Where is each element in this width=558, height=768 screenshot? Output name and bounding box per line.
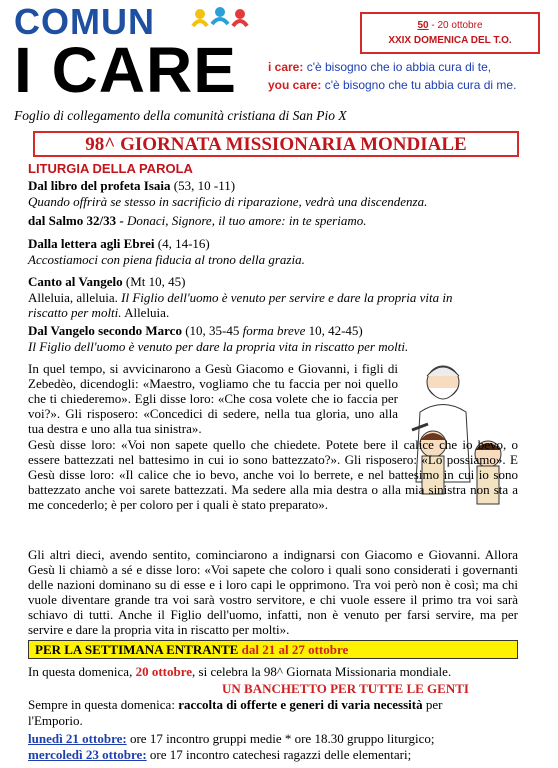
- gospel-ref-form: forma breve: [242, 323, 306, 338]
- notice1-b: , si celebra la 98^ Giornata Missionaria mondiale.: [192, 664, 452, 679]
- notice-line-3: [28, 697, 442, 713]
- monday-line: [28, 731, 434, 747]
- reading1-text: Quando offrirà se stesso in sacrificio di riparazione, vedrà una discendenza.: [28, 194, 428, 209]
- notice3-b: raccolta di offerte e generi di varia necessità: [178, 697, 423, 712]
- sunday-name: XXIX DOMENICA DEL T.O.: [388, 35, 512, 46]
- issue-number: 50: [417, 20, 429, 31]
- canto-line2-a: riscatto per molti.: [28, 305, 122, 320]
- canto-line2: [28, 305, 169, 321]
- tagline-youcare-text: c'è bisogno che tu abbia cura di me.: [321, 78, 517, 92]
- notice3-a: Sempre in questa domenica:: [28, 697, 179, 712]
- canto-ref: (Mt 10, 45): [122, 274, 186, 289]
- week-dates: dal 21 al 27 ottobre: [238, 642, 349, 657]
- psalm-text: Donaci, Signore, il tuo amore: in te speriamo.: [123, 213, 367, 228]
- reading1-title: Dal libro del profeta Isaia: [28, 178, 171, 193]
- gospel-paragraph-2: Gesù disse loro: «Voi non sapete quello che chiedete. Potete bere il calice che io bevo, o essere battezzati nel battesimo in cui io sono battezzato?». Gli risposero: «Lo possiamo». E Gesù disse loro: «Il calice che io bevo, anche voi lo berrete, e nel battesimo in cui io sono battezzato anche voi sarete battezzati. Ma sedere alla mia destra o alla mia sinistra non sta a me concederlo; è per coloro per i quali è stato preparato».: [28, 437, 518, 512]
- wednesday-text: ore 17 incontro catechesi ragazzi delle elementari;: [146, 747, 412, 762]
- notice3-c: per: [422, 697, 443, 712]
- liturgy-heading: LITURGIA DELLA PAROLA: [28, 161, 193, 176]
- canto-line1-a: Alleluia, alleluia.: [28, 290, 122, 305]
- monday-label: lunedì 21 ottobre:: [28, 731, 127, 746]
- gospel-paragraph-1: In quel tempo, si avvicinarono a Gesù Giacomo e Giovanni, i figli di Zebedèo, dicendogli: «Maestro, vogliamo che tu faccia per noi quello che ti chiederemo». Egli disse loro: «Che cosa volete che io faccia per voi?». Gli risposero: «Concedici di sedere, nella tua gloria, uno alla tua destra e uno alla tua sinistra».: [28, 361, 398, 436]
- wednesday-label: mercoledì 23 ottobre:: [28, 747, 147, 762]
- gospel-title-line: [28, 323, 363, 339]
- tagline-icare: [268, 60, 491, 74]
- reading1-title-line: [28, 178, 235, 194]
- psalm-line: [28, 213, 366, 229]
- tagline-icare-text: c'è bisogno che io abbia cura di te,: [303, 60, 492, 74]
- canto-line1: [28, 290, 452, 306]
- notice1-a: In questa domenica,: [28, 664, 136, 679]
- gospel-ref1: (10, 35-45: [181, 323, 243, 338]
- gospel-ref2: 10, 42-45): [305, 323, 363, 338]
- week-banner: [28, 640, 518, 659]
- canto-line2-b: Alleluia.: [121, 305, 170, 320]
- canto-title-line: [28, 274, 185, 290]
- subtitle: Foglio di collegamento della comunità cristiana di San Pio X: [14, 108, 347, 123]
- gospel-subtitle: Il Figlio dell'uomo è venuto per dare la propria vita in riscatto per molti.: [28, 339, 409, 354]
- reading1-ref: (53, 10 -11): [170, 178, 236, 193]
- logo-icare: I CARE: [14, 34, 237, 106]
- reading2-title-line: [28, 236, 210, 252]
- notice-line-4: l'Emporio.: [28, 713, 83, 728]
- reading2-text: Accostiamoci con piena fiducia al trono della grazia.: [28, 252, 305, 267]
- monday-text: ore 17 incontro gruppi medie * ore 18.30 gruppo liturgico;: [126, 731, 435, 746]
- tagline-icare-label: i care:: [268, 60, 304, 74]
- issue-box: [360, 12, 540, 54]
- reading2-title: Dalla lettera agli Ebrei: [28, 236, 155, 251]
- psalm-title: dal Salmo 32/33 -: [28, 213, 124, 228]
- logo-comun: COMUN: [14, 1, 155, 42]
- tagline-youcare: [268, 78, 516, 92]
- page-title: 98^ GIORNATA MISSIONARIA MONDIALE: [33, 131, 519, 157]
- canto-line1-b: Il Figlio dell'uomo è venuto per servire e dare la propria vita in: [121, 290, 453, 305]
- notice-line-1: [28, 664, 451, 680]
- tagline-youcare-label: you care:: [268, 78, 322, 92]
- canto-title: Canto al Vangelo: [28, 274, 123, 289]
- reading2-ref: (4, 14-16): [154, 236, 210, 251]
- wednesday-line: [28, 747, 411, 763]
- gospel-title: Dal Vangelo secondo Marco: [28, 323, 182, 338]
- issue-date: - 20 ottobre: [428, 20, 483, 31]
- gospel-paragraph-3: Gli altri dieci, avendo sentito, cominciarono a indignarsi con Giacomo e Giovanni. Allora Gesù li chiamò a sé e disse loro: «Voi sapete che coloro i quali sono considerati i governanti delle nazioni dominano su di esse e i loro capi le opprimono. Tra voi però non è così; ma chi vuole diventare grande tra voi sarà vostro servitore, e chi vuole essere il primo tra voi sarà schiavo di tutti. Anche il Figlio dell'uomo, infatti, non è venuto per farsi servire, ma per servire e dare la propria vita in riscatto per molti».: [28, 547, 518, 637]
- week-label: PER LA SETTIMANA ENTRANTE: [35, 642, 239, 657]
- notice1-date: 20 ottobre: [135, 664, 193, 679]
- banquet-line: UN BANCHETTO PER TUTTE LE GENTI: [222, 681, 469, 696]
